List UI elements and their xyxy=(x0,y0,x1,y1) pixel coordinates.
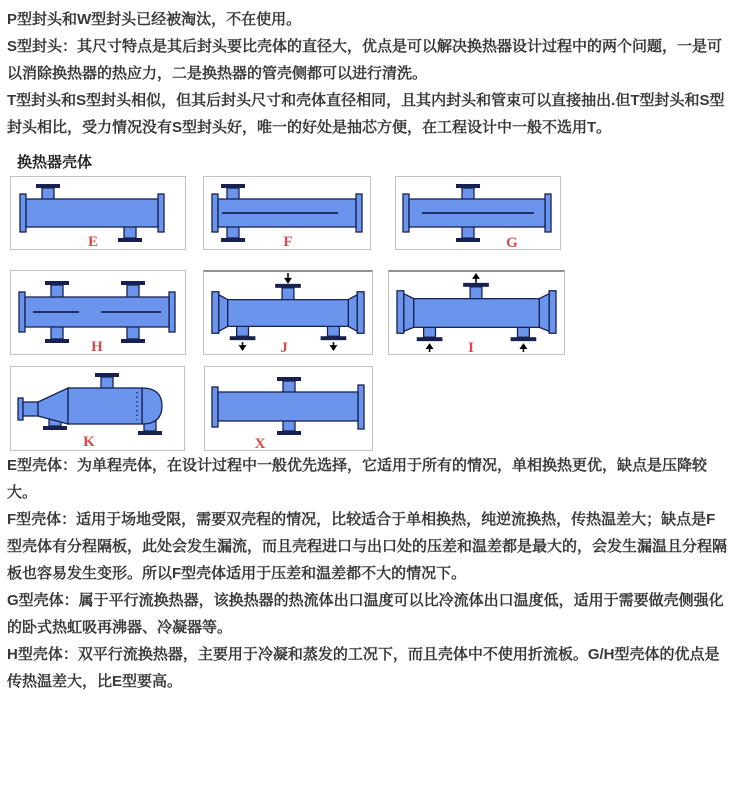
shell-k-diagram xyxy=(11,367,184,450)
g-shell-description: G型壳体：属于平行流换热器，该换热器的热流体出口温度可以比冷流体出口温度低，适用于需要做壳侧强化的卧式热虹吸再沸器、冷凝器等。 xyxy=(7,592,724,636)
s-head-paragraph: S型封头：其尺寸特点是其后封头要比壳体的直径大，优点是可以解决换热器设计过程中的两个问题，一是可以消除换热器的热应力，二是换热器的管壳侧都可以进行清洗。 xyxy=(7,38,723,82)
shell-x-drawing xyxy=(212,377,364,435)
shell-i-drawing xyxy=(397,273,556,352)
shell-e-diagram xyxy=(11,177,185,249)
diagram-label-g: G xyxy=(506,235,518,249)
diagram-label-h: H xyxy=(91,339,103,354)
diagram-label-k: K xyxy=(83,434,95,450)
diagram-box-j xyxy=(203,270,373,355)
p-w-head-note-paragraph: P型封头和W型封头已经被淘汰，不在使用。 xyxy=(7,11,302,28)
shell-j-diagram xyxy=(204,272,372,354)
shell-x-diagram xyxy=(205,367,372,450)
shell-h-diagram xyxy=(11,271,185,354)
shell-k-drawing xyxy=(18,373,162,435)
diagram-label-x: X xyxy=(254,436,266,450)
shell-g-drawing xyxy=(403,184,551,242)
f-shell-description: F型壳体：适用于场地受限，需要双壳程的情况，比较适合于单相换热，纯逆流换热，传热温差大；缺点是F型壳体有分程隔板，此处会发生漏流，而且壳程进口与出口处的压差和温差都是最大的，会发生漏温且分程隔板也容易发生变形。所以F型壳体适用于压差和温差都不大的情况下。 xyxy=(7,511,728,582)
shell-g-diagram xyxy=(396,177,560,249)
diagram-box-k xyxy=(10,366,185,451)
diagram-box-e xyxy=(10,176,186,250)
shell-diagram-grid xyxy=(7,174,726,452)
section-heading: 换热器壳体 xyxy=(17,154,93,171)
diagram-box-i xyxy=(388,270,565,355)
shell-h-drawing xyxy=(19,281,175,343)
h-shell-description: H型壳体：双平行流换热器，主要用于冷凝和蒸发的工况下，而且壳体中不使用折流板。G/H型壳体的优点是传热温差大，比E型要高。 xyxy=(7,646,720,690)
diagram-box-x xyxy=(204,366,373,451)
t-head-paragraph: T型封头和S型封头相似，但其后封头尺寸和壳体直径相同，且其内封头和管束可以直接抽出.但T型封头和S型封头相比，受力情况没有S型封头好，唯一的好处是抽芯方便，在工程设计中一般不选用T。 xyxy=(7,92,725,136)
diagram-box-g xyxy=(395,176,561,250)
diagram-label-f: F xyxy=(283,234,293,249)
shell-j-drawing xyxy=(212,273,364,351)
shell-i-diagram xyxy=(389,272,564,354)
shell-f-diagram xyxy=(204,177,370,249)
diagram-label-i: I xyxy=(468,340,474,354)
diagram-label-e: E xyxy=(87,234,99,249)
diagram-box-f xyxy=(203,176,371,250)
diagram-label-j: J xyxy=(280,340,288,354)
e-shell-description: E型壳体：为单程壳体，在设计过程中一般优先选择，它适用于所有的情况，单相换热更优，缺点是压降较大。 xyxy=(7,457,708,501)
diagram-box-h xyxy=(10,270,186,355)
